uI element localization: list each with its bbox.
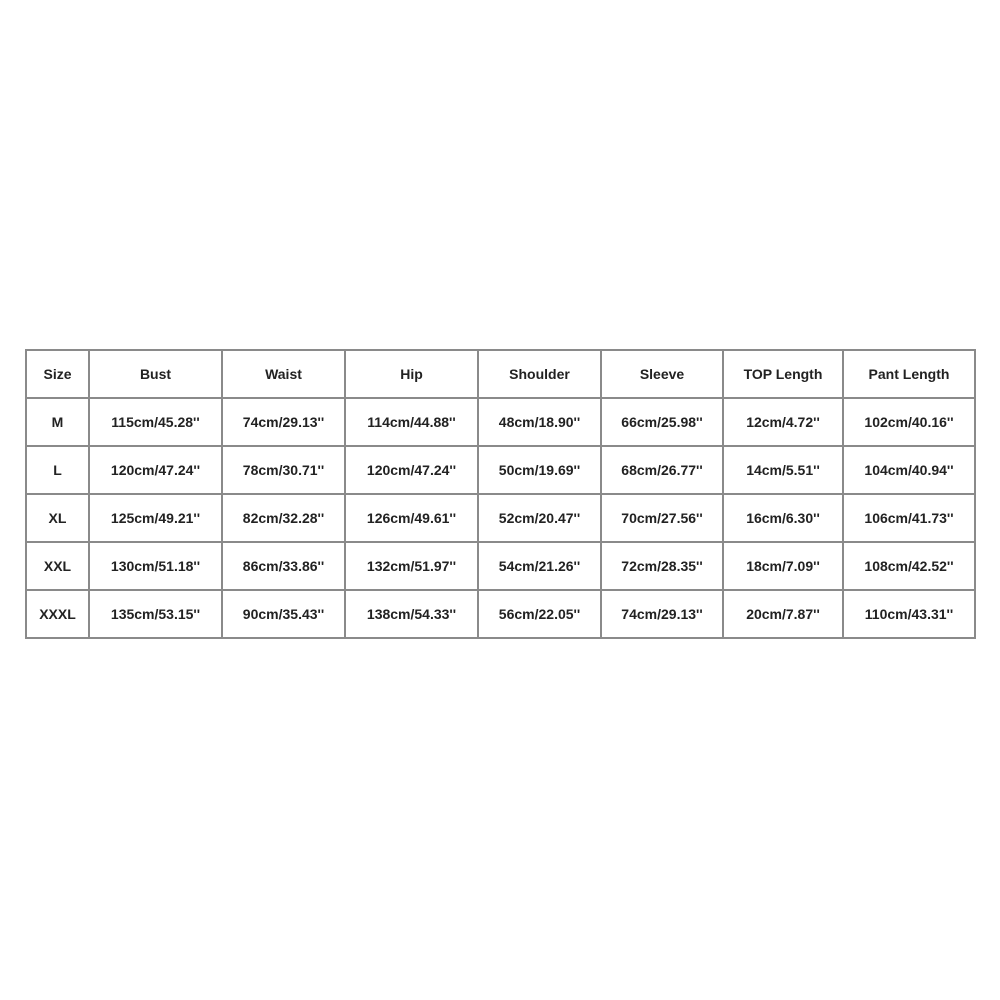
cell-hip: 120cm/47.24'' — [345, 446, 478, 494]
cell-top-length: 12cm/4.72'' — [723, 398, 843, 446]
cell-hip: 114cm/44.88'' — [345, 398, 478, 446]
cell-top-length: 18cm/7.09'' — [723, 542, 843, 590]
cell-sleeve: 74cm/29.13'' — [601, 590, 723, 638]
cell-hip: 126cm/49.61'' — [345, 494, 478, 542]
header-top-length: TOP Length — [723, 350, 843, 398]
cell-pant-length: 108cm/42.52'' — [843, 542, 975, 590]
header-pant-length: Pant Length — [843, 350, 975, 398]
header-size: Size — [26, 350, 89, 398]
cell-bust: 130cm/51.18'' — [89, 542, 222, 590]
table-row — [26, 398, 975, 446]
cell-shoulder: 50cm/19.69'' — [478, 446, 601, 494]
cell-hip: 132cm/51.97'' — [345, 542, 478, 590]
table-row — [26, 494, 975, 542]
cell-size: M — [26, 398, 89, 446]
header-bust: Bust — [89, 350, 222, 398]
cell-waist: 86cm/33.86'' — [222, 542, 345, 590]
table-row — [26, 590, 975, 638]
header-sleeve: Sleeve — [601, 350, 723, 398]
header-waist: Waist — [222, 350, 345, 398]
cell-pant-length: 106cm/41.73'' — [843, 494, 975, 542]
cell-top-length: 14cm/5.51'' — [723, 446, 843, 494]
cell-waist: 90cm/35.43'' — [222, 590, 345, 638]
header-row — [26, 350, 975, 398]
header-shoulder: Shoulder — [478, 350, 601, 398]
cell-bust: 120cm/47.24'' — [89, 446, 222, 494]
cell-bust: 135cm/53.15'' — [89, 590, 222, 638]
cell-waist: 78cm/30.71'' — [222, 446, 345, 494]
cell-shoulder: 54cm/21.26'' — [478, 542, 601, 590]
cell-top-length: 16cm/6.30'' — [723, 494, 843, 542]
cell-pant-length: 102cm/40.16'' — [843, 398, 975, 446]
size-chart-table — [25, 349, 976, 639]
cell-waist: 82cm/32.28'' — [222, 494, 345, 542]
cell-shoulder: 48cm/18.90'' — [478, 398, 601, 446]
cell-sleeve: 66cm/25.98'' — [601, 398, 723, 446]
cell-size: XXXL — [26, 590, 89, 638]
cell-pant-length: 104cm/40.94'' — [843, 446, 975, 494]
cell-size: L — [26, 446, 89, 494]
cell-hip: 138cm/54.33'' — [345, 590, 478, 638]
cell-sleeve: 72cm/28.35'' — [601, 542, 723, 590]
cell-size: XXL — [26, 542, 89, 590]
header-hip: Hip — [345, 350, 478, 398]
cell-size: XL — [26, 494, 89, 542]
cell-pant-length: 110cm/43.31'' — [843, 590, 975, 638]
cell-bust: 125cm/49.21'' — [89, 494, 222, 542]
cell-shoulder: 52cm/20.47'' — [478, 494, 601, 542]
cell-bust: 115cm/45.28'' — [89, 398, 222, 446]
table-row — [26, 446, 975, 494]
table-row — [26, 542, 975, 590]
cell-sleeve: 68cm/26.77'' — [601, 446, 723, 494]
cell-waist: 74cm/29.13'' — [222, 398, 345, 446]
cell-top-length: 20cm/7.87'' — [723, 590, 843, 638]
cell-shoulder: 56cm/22.05'' — [478, 590, 601, 638]
cell-sleeve: 70cm/27.56'' — [601, 494, 723, 542]
